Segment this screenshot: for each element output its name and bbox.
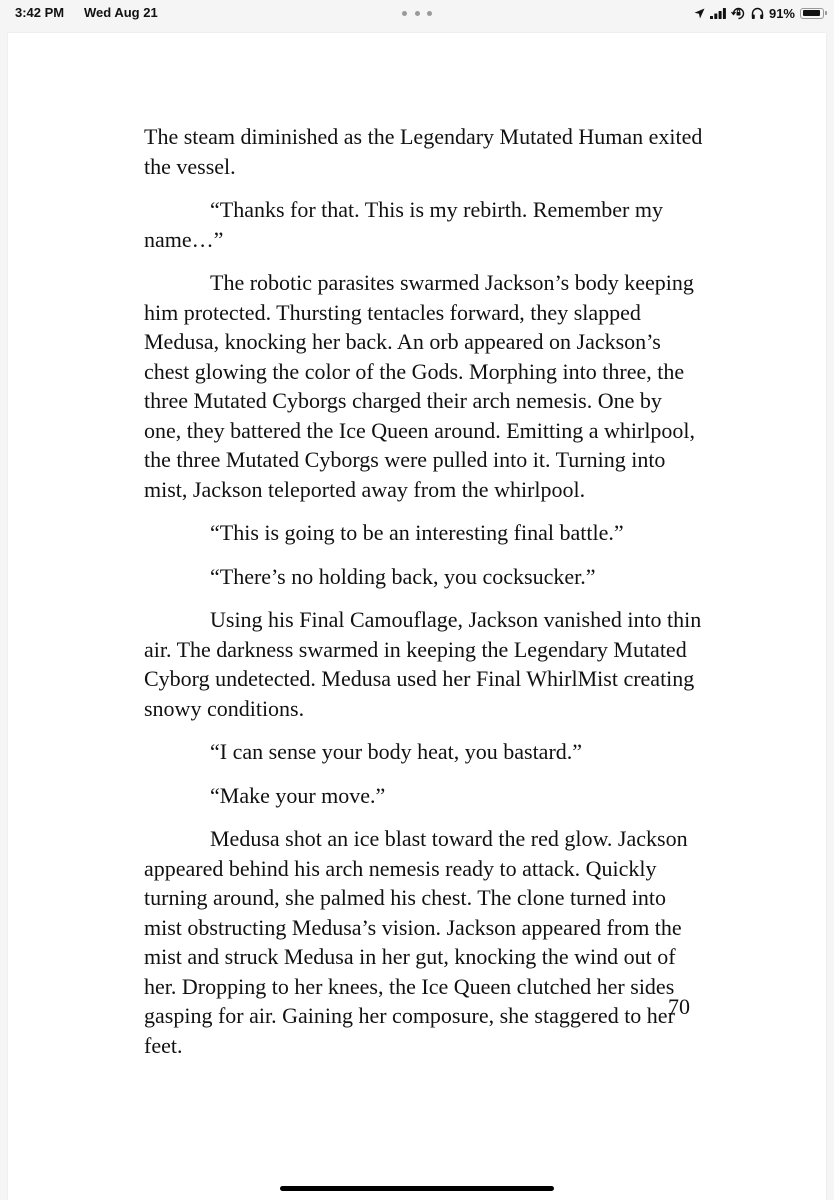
location-icon — [694, 8, 705, 19]
screen-lock-rotation-icon — [731, 7, 746, 20]
battery-icon — [800, 8, 824, 19]
battery-level-fill — [803, 10, 820, 16]
multitasking-menu-icon[interactable] — [402, 11, 432, 17]
paragraph: “I can sense your body heat, you bastard.” — [210, 739, 583, 764]
paragraph: “There’s no holding back, you cocksucker.” — [210, 563, 596, 589]
paragraph: “This is going to be an interesting final battle.” — [210, 520, 624, 545]
paragraph: The robotic parasites swarmed Jackson’s body keeping him protected. Thursting tentacles forward, they slapped Medusa, knocking her back. An orb appeared on Jackson’s chest glowing the color of the Gods. Morphing into three, the three Mutated Cyborgs charged their arch nemesis. One by one, they battered the Ice Queen around. Emitting a whirlpool, the three Mutated Cyborgs were pulled into it. Turning into mist, Jackson teleported away from the whirlpool. — [144, 270, 696, 502]
paragraph: Using his Final Camouflage, Jackson vanished into thin air. The darkness swarmed in keeping the Legendary Mutated Cyborg undetected. Medusa used her Final WhirlMist creating snowy conditions. — [144, 607, 702, 721]
cellular-signal-icon — [710, 8, 726, 19]
battery-percentage: 91% — [768, 5, 795, 21]
home-indicator[interactable] — [280, 1186, 554, 1191]
headphones-icon — [751, 7, 764, 20]
page-body-text — [144, 122, 704, 1074]
paragraph: “Thanks for that. This is my rebirth. Remember my name…” — [144, 197, 663, 252]
status-date: Wed Aug 21 — [84, 5, 158, 20]
paragraph: Medusa shot an ice blast toward the red glow. Jackson appeared behind his arch nemesis ready to attack. Quickly turning around, she palmed his chest. The clone turned into mist obstructing Medusa’s vision. Jackson appeared from the mist and struck Medusa in her gut, knocking the wind out of her. Dropping to her knees, the Ice Queen clutched her sides gasping for air. Gaining her composure, she staggered to her feet. — [144, 826, 688, 1058]
status-bar — [0, 0, 834, 27]
page-number: 70 — [668, 994, 690, 1019]
paragraph: “Make your move.” — [210, 782, 386, 808]
paragraph: The steam diminished as the Legendary Mutated Human exited the vessel. — [144, 124, 703, 179]
status-time: 3:42 PM — [15, 5, 65, 20]
document-page — [8, 33, 826, 1200]
status-indicators — [694, 4, 824, 22]
